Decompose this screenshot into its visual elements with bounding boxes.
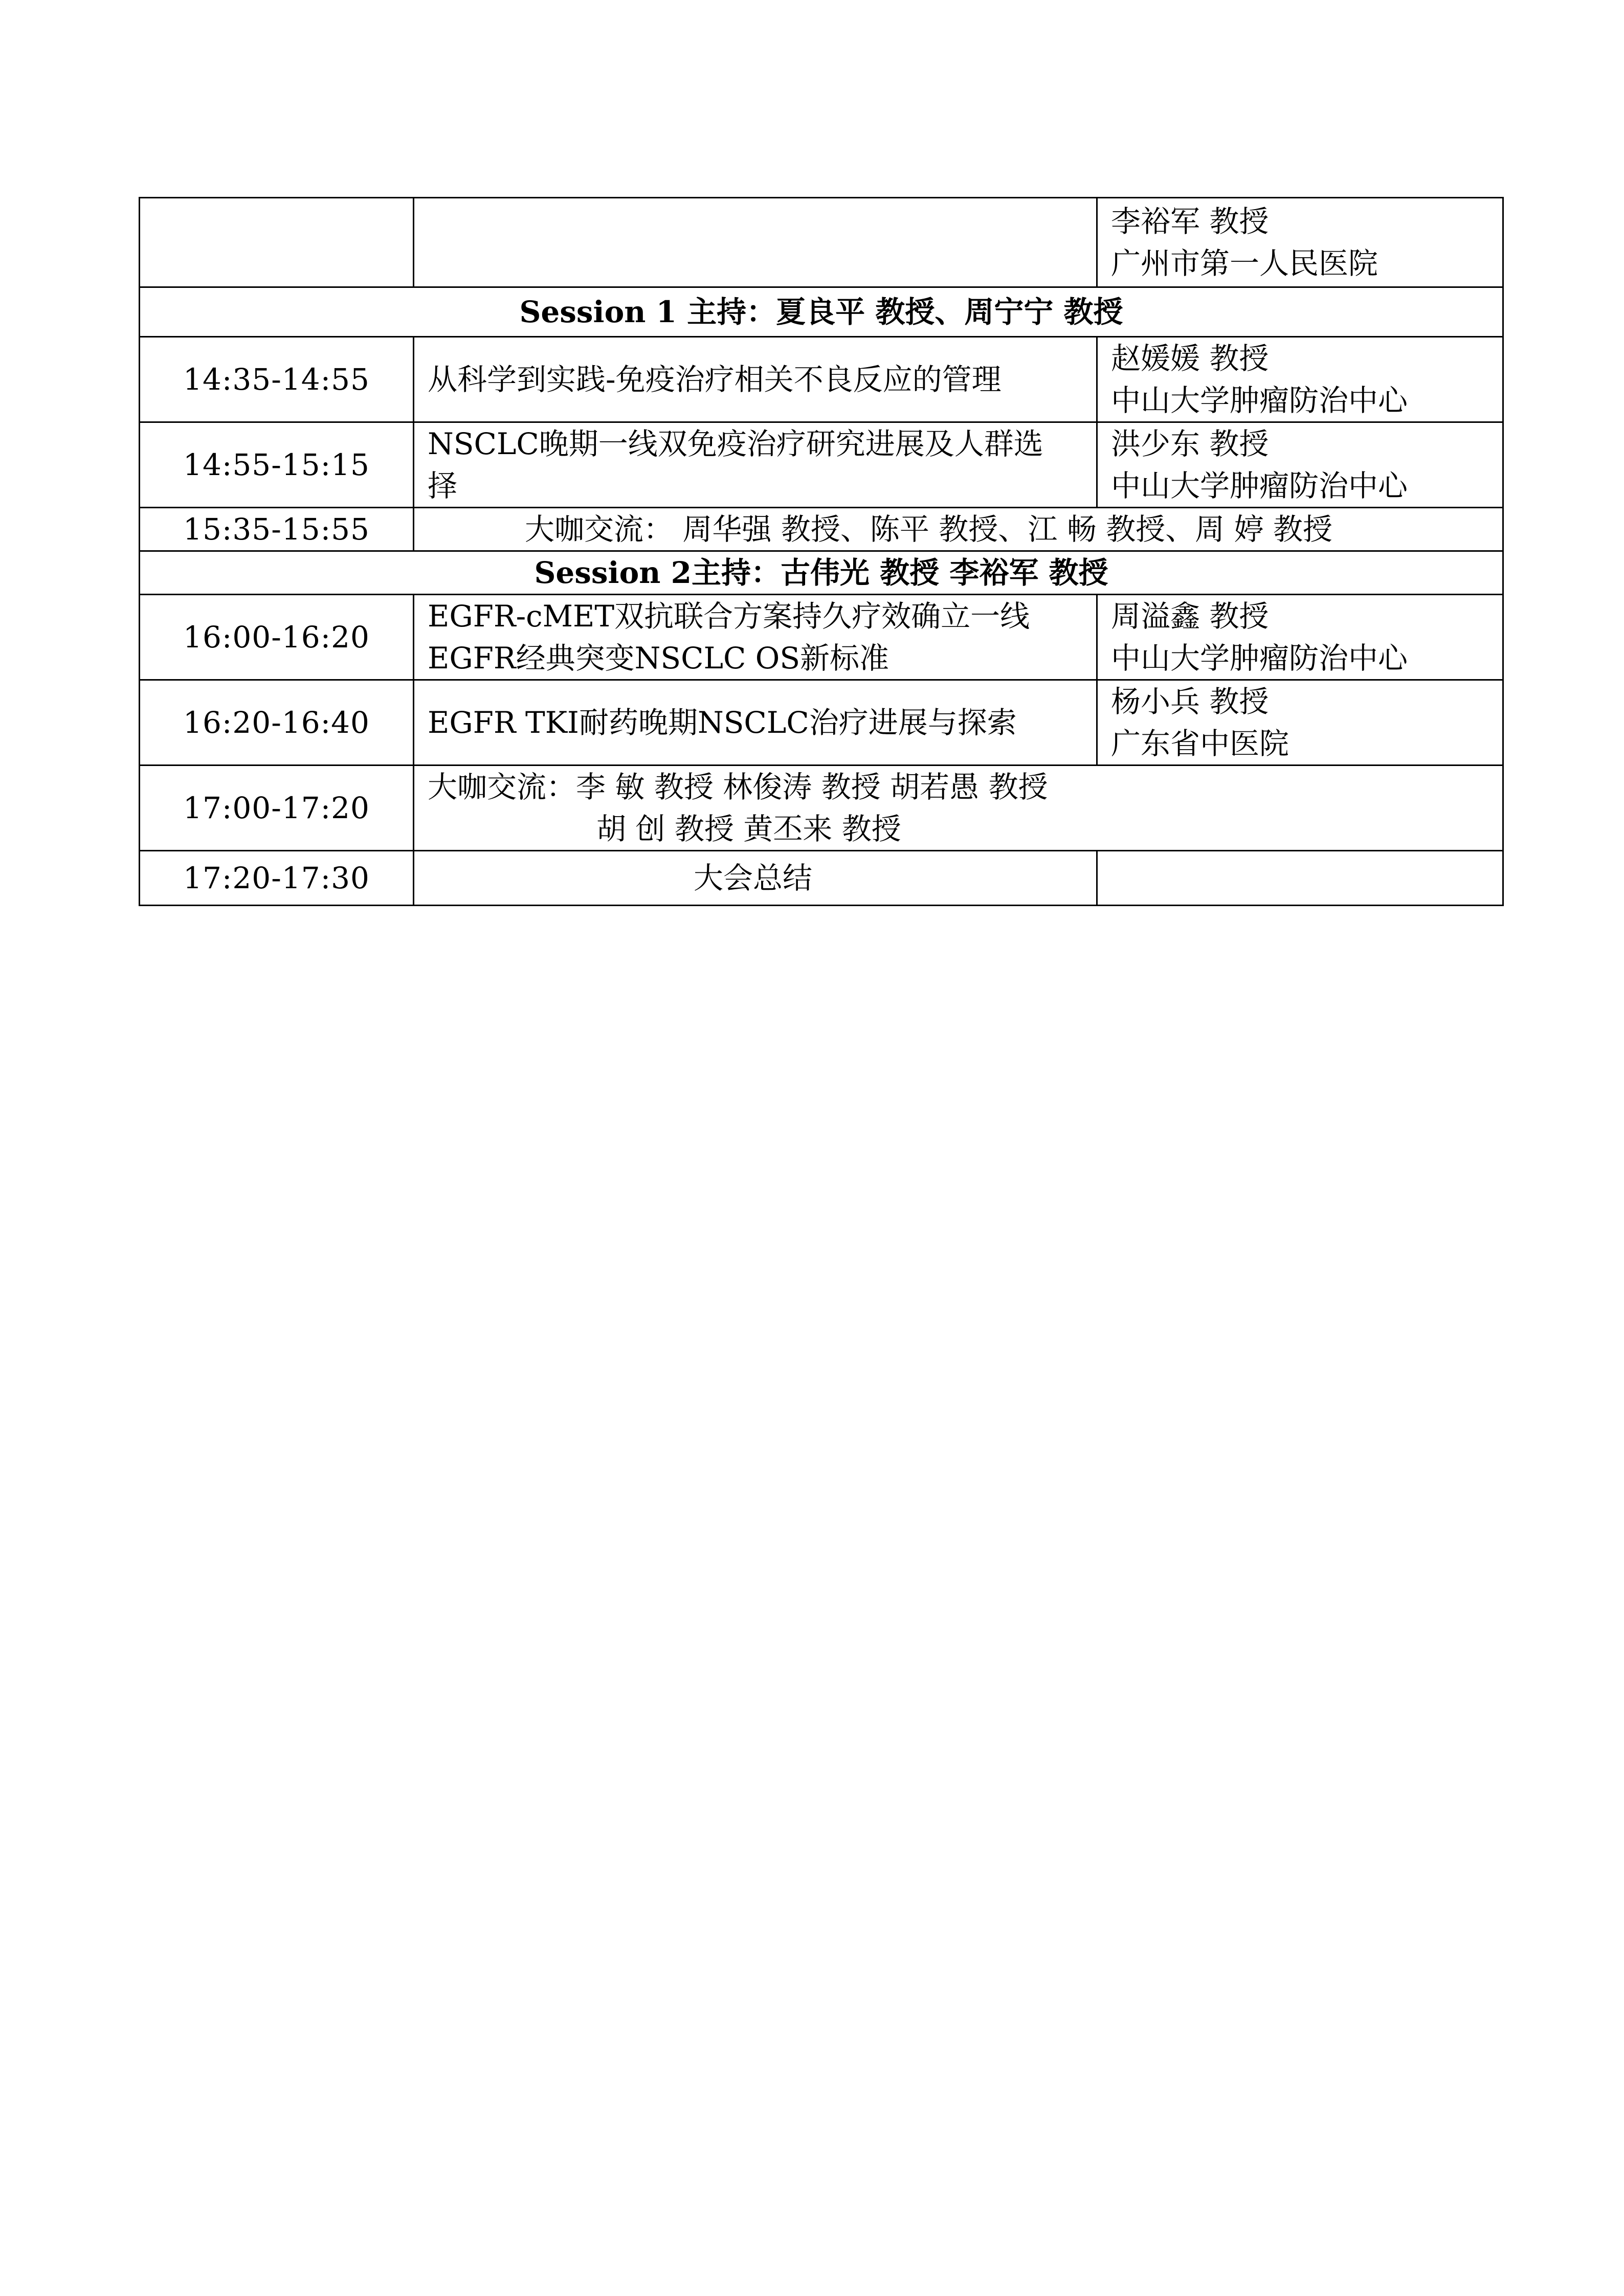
discussion-text: 大咖交流： 周华强 教授、陈平 教授、江 畅 教授、周 婷 教授	[525, 512, 1333, 547]
time-cell: 15:35-15:55	[140, 508, 414, 551]
time-cell: 17:20-17:30	[140, 851, 414, 906]
speaker-cell	[1097, 595, 1503, 680]
topic-cell	[414, 198, 1097, 287]
topic-cell	[414, 851, 1097, 906]
table-row	[140, 766, 1503, 851]
schedule-table	[139, 197, 1504, 906]
session-header-row	[140, 287, 1503, 337]
topic-cell: 从科学到实践-免疫治疗相关不良反应的管理	[414, 337, 1097, 422]
time-cell: 16:20-16:40	[140, 680, 414, 766]
closing-topic: 大会总结	[694, 861, 813, 895]
topic-cell: EGFR TKI耐药晚期NSCLC治疗进展与探索	[414, 680, 1097, 766]
table-row	[140, 851, 1503, 906]
speaker-cell	[1097, 198, 1503, 287]
speaker-cell	[1097, 680, 1503, 766]
speaker-affiliation: 广东省中医院	[1111, 726, 1289, 761]
table-row	[140, 595, 1503, 680]
speaker-cell	[1097, 337, 1503, 422]
discussion-line-2: 胡 创 教授 黄丕来 教授	[596, 812, 901, 846]
time-cell: 14:55-15:15	[140, 422, 414, 508]
topic-line-1: EGFR-cMET双抗联合方案持久疗效确立一线	[428, 599, 1030, 634]
topic-line-1: NSCLC晚期一线双免疫治疗研究进展及人群选	[428, 426, 1043, 461]
speaker-affiliation: 广州市第一人民医院	[1111, 246, 1378, 281]
speaker-affiliation: 中山大学肿瘤防治中心	[1111, 383, 1408, 418]
speaker-name: 李裕军 教授	[1111, 204, 1269, 239]
speaker-name: 周溢鑫 教授	[1111, 599, 1269, 634]
topic-line-2: EGFR经典突变NSCLC OS新标准	[428, 641, 889, 676]
topic-line-2: 择	[428, 468, 458, 503]
discussion-cell	[414, 508, 1503, 551]
table-row	[140, 422, 1503, 508]
table-row	[140, 198, 1503, 287]
time-cell: 17:00-17:20	[140, 766, 414, 851]
table-row	[140, 680, 1503, 766]
speaker-cell	[1097, 422, 1503, 508]
speaker-name: 赵媛媛 教授	[1111, 341, 1269, 376]
session-2-title: Session 2主持：古伟光 教授 李裕军 教授	[140, 551, 1503, 595]
session-header-row	[140, 551, 1503, 595]
time-cell: 16:00-16:20	[140, 595, 414, 680]
speaker-name: 洪少东 教授	[1111, 426, 1269, 461]
table-row	[140, 508, 1503, 551]
time-cell: 14:35-14:55	[140, 337, 414, 422]
speaker-affiliation: 中山大学肿瘤防治中心	[1111, 641, 1408, 676]
session-1-title: Session 1 主持：夏良平 教授、周宁宁 教授	[140, 287, 1503, 337]
speaker-affiliation: 中山大学肿瘤防治中心	[1111, 468, 1408, 503]
table-row	[140, 337, 1503, 422]
discussion-cell	[414, 766, 1503, 851]
topic-cell	[414, 422, 1097, 508]
speaker-cell	[1097, 851, 1503, 906]
discussion-line-1: 大咖交流：李 敏 教授 林俊涛 教授 胡若愚 教授	[428, 770, 1048, 804]
speaker-name: 杨小兵 教授	[1111, 684, 1269, 719]
time-cell	[140, 198, 414, 287]
topic-cell	[414, 595, 1097, 680]
